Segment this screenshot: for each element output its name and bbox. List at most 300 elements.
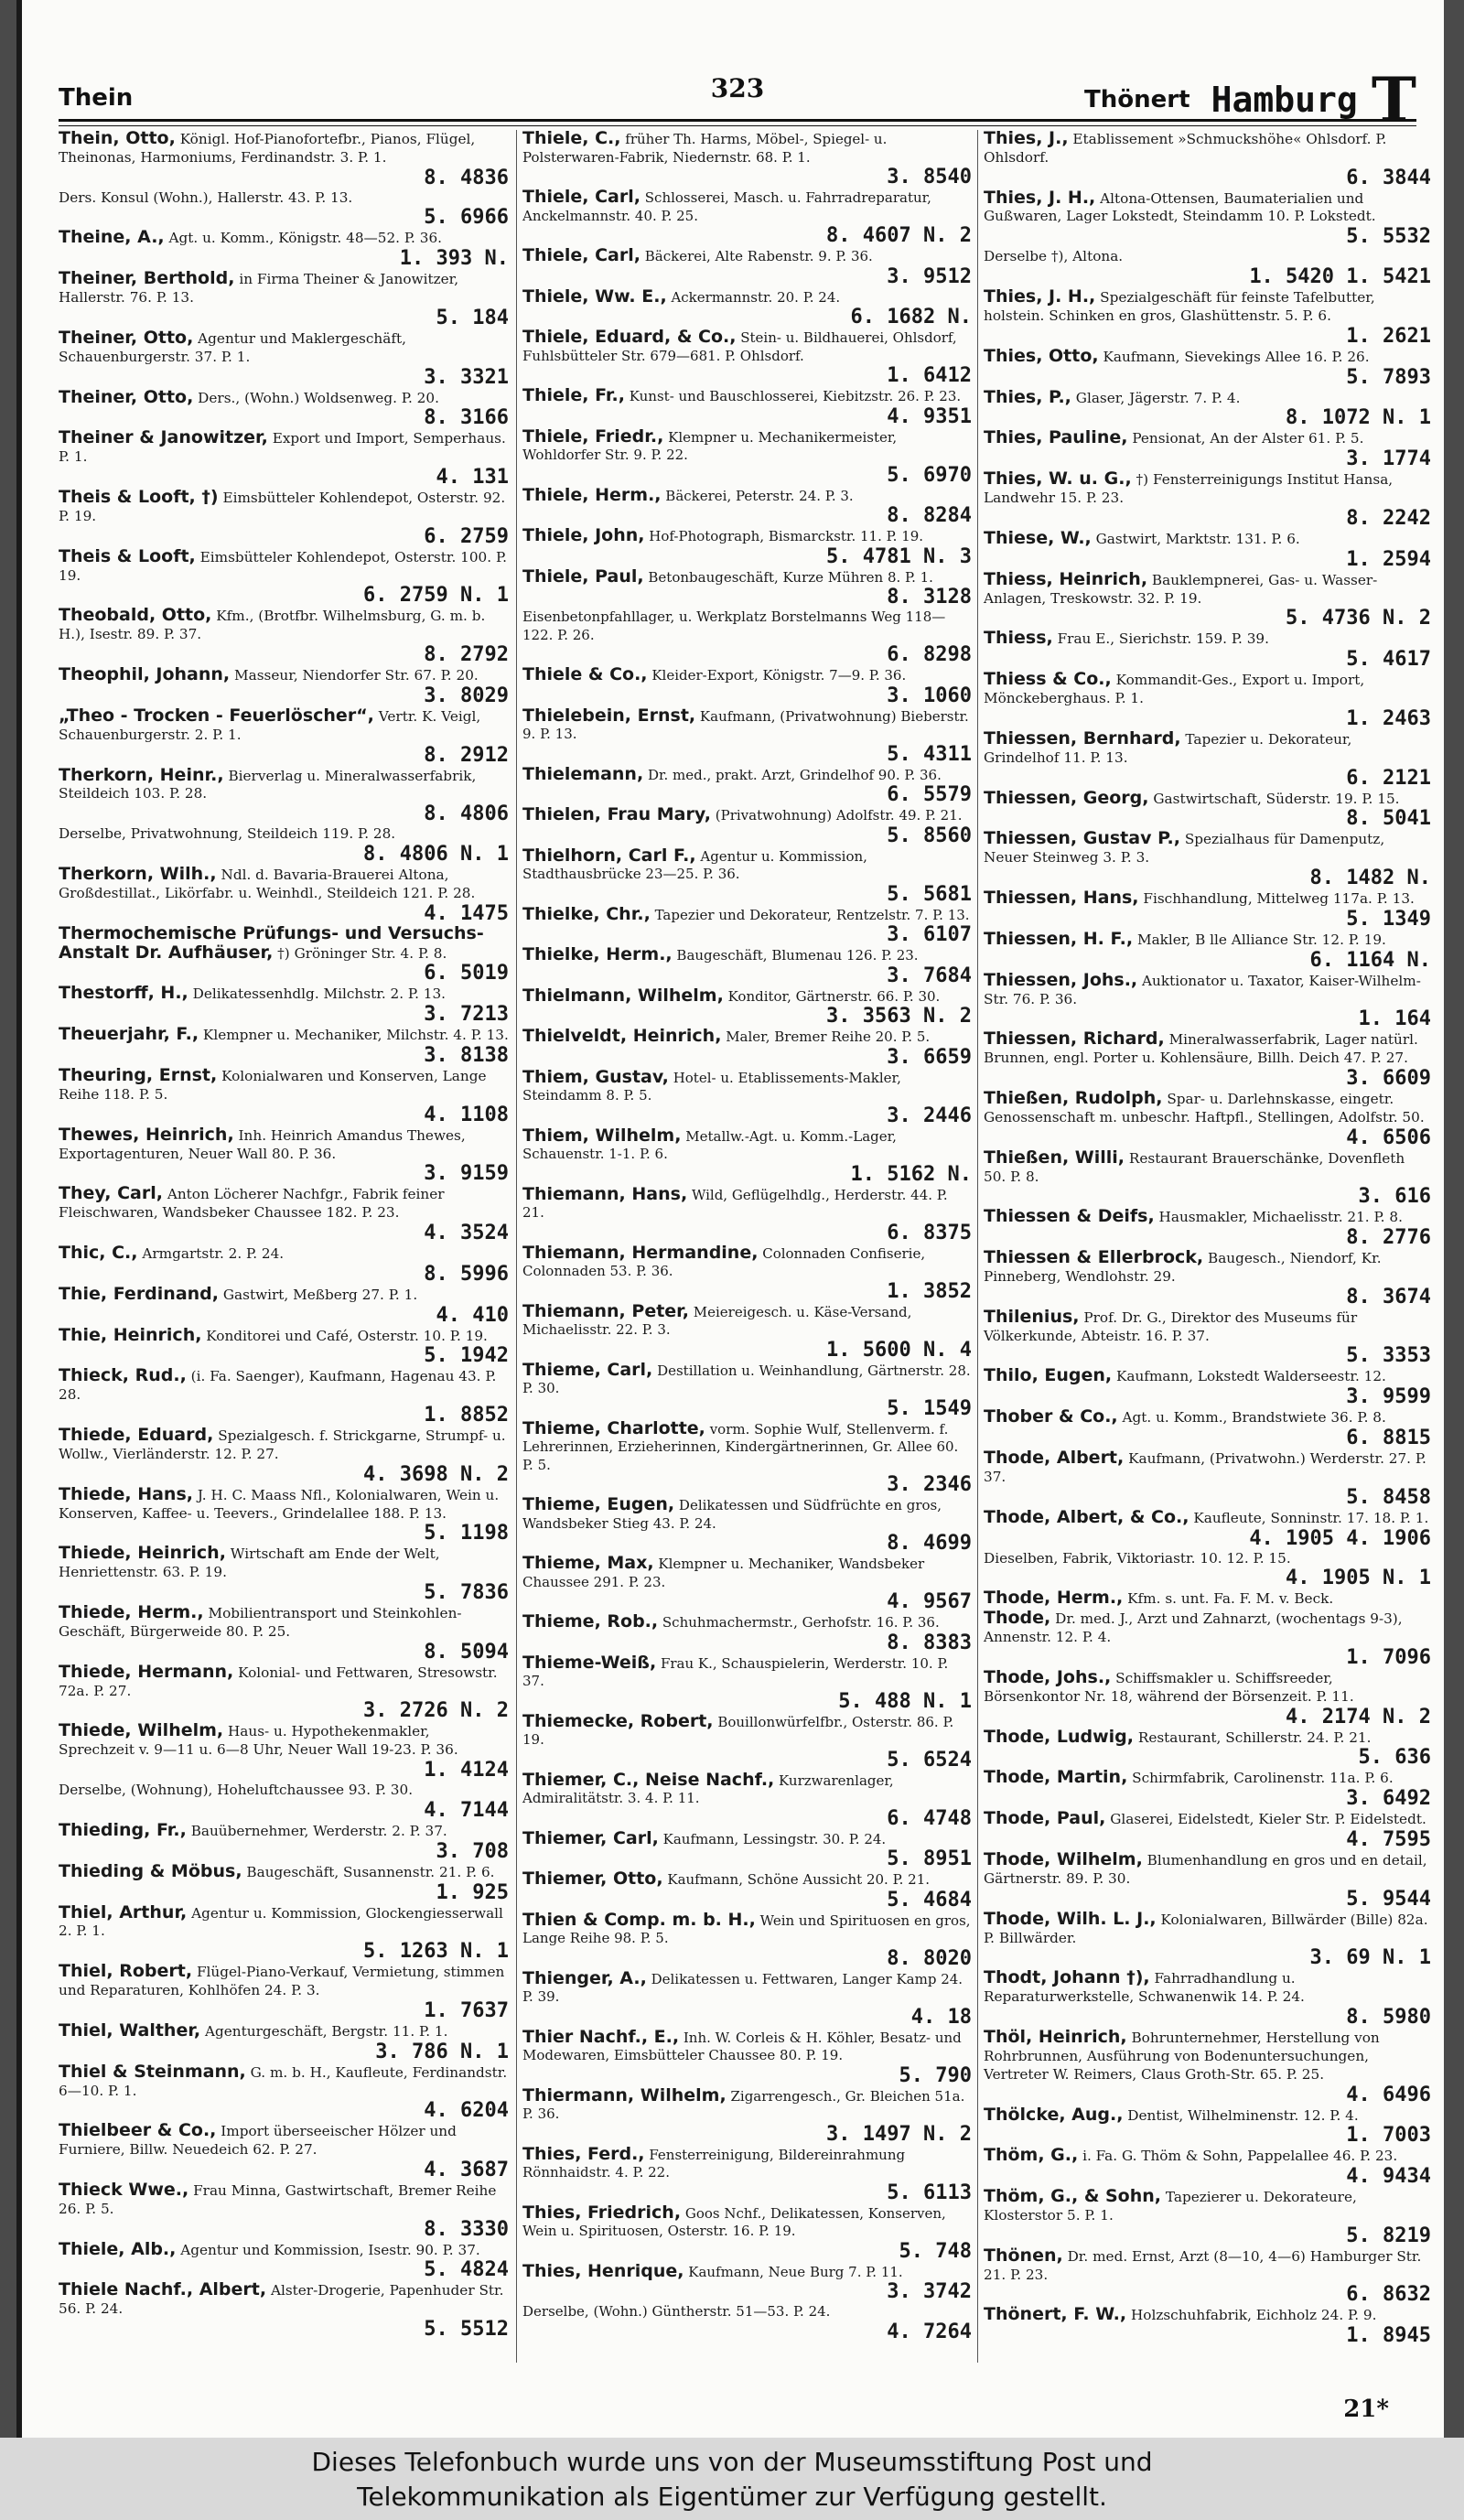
- directory-entry: [984, 1506, 1431, 1550]
- entry-text: Delikatessenhdlg. Milchstr. 2. P. 13.: [192, 985, 447, 1003]
- entry-text: Bauübernehmer, Werderstr. 2. P. 37.: [190, 1822, 447, 1839]
- entry-name: Thestorff, H.,: [59, 983, 188, 1004]
- directory-entry: [522, 247, 972, 287]
- entry-name: Thiel, Walther,: [59, 2019, 201, 2041]
- entry-name: Thiele, Friedr.,: [522, 425, 664, 447]
- entry-phone: 8. 8020: [887, 1946, 972, 1970]
- directory-entry: [59, 329, 509, 388]
- column-3: [977, 130, 1431, 2363]
- entry-text: Fahrradhandlung u. Reparaturwerkstelle, Schwanenwik 14. P. 24.: [984, 1970, 1305, 2006]
- directory-entry: [984, 1810, 1431, 1850]
- directory-entry: [984, 1610, 1431, 1668]
- entry-name: Thober & Co.,: [984, 1406, 1118, 1427]
- entry-phone: 3. 6609: [1346, 1067, 1431, 1091]
- entry-text: Kunst- und Bauschlosserei, Kiebitzstr. 26. P. 23.: [629, 388, 962, 404]
- footer-line-1: Dieses Telefonbuch wurde uns von der Museumsstiftung Post und: [311, 2447, 1153, 2477]
- directory-entry: [522, 425, 972, 487]
- entry-phone: 4. 2174 N. 2: [1286, 1705, 1431, 1728]
- entry-phone: 5. 6113: [887, 2181, 972, 2204]
- entry-name: Thöm, G.,: [984, 2145, 1079, 2166]
- directory-entry: [522, 2260, 972, 2303]
- directory-entry: [984, 1367, 1431, 1407]
- entry-phone: 5. 748: [899, 2239, 972, 2263]
- entry-name: Thode, Herm.,: [984, 1588, 1124, 1609]
- directory-entry: [59, 270, 509, 328]
- entry-text: Konditorei und Café, Osterstr. 10. P. 19.: [206, 1327, 488, 1344]
- entry-name: Thieme-Weiß,: [522, 1652, 657, 1673]
- entry-name: Thiemer, C., Neise Nachf.,: [522, 1769, 775, 1790]
- entry-phone: 5. 6970: [887, 463, 972, 487]
- directory-entry: [984, 830, 1431, 888]
- entry-text: Agt. u. Komm., Brandstwiete 36. P. 8.: [1122, 1409, 1386, 1427]
- footer-line-2: Telekommunikation als Eigentümer zur Verfügung gestellt.: [357, 2482, 1107, 2512]
- entry-phone: 5. 5681: [887, 882, 972, 906]
- entry-phone: 3. 9599: [1346, 1385, 1431, 1409]
- entry-name: Thielbeer & Co.,: [59, 2120, 217, 2141]
- entry-name: Thielhorn, Carl F.,: [522, 845, 696, 866]
- directory-entry: [59, 545, 509, 608]
- entry-phone: 1. 6412: [887, 364, 972, 387]
- entry-text: Agenturgeschäft, Bergstr. 11. P. 1.: [205, 2022, 448, 2040]
- entry-name: Thiele, Herm.,: [522, 484, 662, 505]
- entry-phone: 5. 9544: [1346, 1887, 1431, 1911]
- entry-phone: 3. 9159: [424, 1162, 509, 1186]
- entry-text: Derselbe, Privatwohnung, Steildeich 119. P. 28.: [59, 825, 396, 843]
- entry-text: Masseur, Niendorfer Str. 67. P. 20.: [234, 667, 479, 684]
- entry-text: Import überseeischer Hölzer und Furniere, Billw. Neuedeich 62. P. 27.: [59, 2123, 457, 2159]
- entry-phone: 1. 2463: [1346, 706, 1431, 730]
- directory-entry: [984, 470, 1431, 529]
- entry-name: Thiessen, Gustav P.,: [984, 828, 1180, 849]
- entry-text: Metallw.-Agt. u. Komm.-Lager, Schauenstr. 1-1. P. 6.: [522, 1127, 897, 1162]
- entry-text: Baugeschäft, Blumenau 126. P. 23.: [676, 947, 919, 964]
- entry-name: Thieck Wwe.,: [59, 2180, 189, 2200]
- directory-entry: [59, 1427, 509, 1485]
- directory-entry: [522, 666, 972, 706]
- entry-text: Inh. Heinrich Amandus Thewes, Exportagenturen, Neuer Wall 80. P. 36.: [59, 1126, 466, 1162]
- entry-phone: 4. 410: [436, 1303, 509, 1327]
- entry-phone: 8. 4806: [424, 802, 509, 826]
- entry-name: Thode, Wilhelm,: [984, 1849, 1143, 1870]
- directory-entry: [522, 1710, 972, 1772]
- entry-text: G. m. b. H., Kaufleute, Ferdinandstr. 6—10. P. 1.: [59, 2063, 508, 2099]
- directory-entry: [59, 985, 509, 1025]
- entry-text: Frau Minna, Gastwirtschaft, Bremer Reihe 26. P. 5.: [59, 2182, 497, 2217]
- entry-name: Thieme, Max,: [522, 1553, 654, 1573]
- entry-text: Wirtschaft am Ende der Welt, Henriettenstr. 63. P. 19.: [59, 1545, 440, 1581]
- entry-phone: 3. 1774: [1346, 447, 1431, 471]
- entry-name: Thiessen, Georg,: [984, 787, 1149, 808]
- directory-entry: [59, 2019, 509, 2063]
- entry-phone: 1. 2594: [1346, 547, 1431, 571]
- entry-name: Thiele, C.,: [522, 130, 621, 148]
- directory-entry: [522, 1127, 972, 1185]
- entry-text: Prof. Dr. G., Direktor des Museums für Völkerkunde, Abteistr. 16. P. 37.: [984, 1308, 1358, 1344]
- entry-name: Theiner, Berthold,: [59, 268, 235, 289]
- entry-text: Altona-Ottensen, Baumaterialien und Gußwaren, Lager Lokstedt, Steindamm 10. P. Lokstedt.: [984, 189, 1376, 225]
- directory-entry: [984, 1090, 1431, 1148]
- directory-entry: [59, 130, 509, 188]
- entry-name: Thie, Heinrich,: [59, 1324, 202, 1345]
- entry-name: Thielmann, Wilhelm,: [522, 985, 724, 1006]
- directory-entry: [59, 1367, 509, 1426]
- entry-phone: 5. 636: [1358, 1746, 1431, 1770]
- entry-text: Dentist, Wilhelminenstr. 12. P. 4.: [1127, 2106, 1359, 2124]
- directory-entry: [984, 1908, 1431, 1970]
- entry-text: Restaurant Brauerschänke, Dovenfleth 50. P. 8.: [984, 1149, 1405, 1185]
- entry-phone: 6. 8298: [887, 643, 972, 666]
- entry-name: Thies, W. u. G.,: [984, 468, 1132, 490]
- entry-text: Meiereigesch. u. Käse-Versand, Michaelisstr. 22. P. 3.: [522, 1303, 912, 1338]
- entry-name: Thiemann, Hans,: [522, 1183, 688, 1204]
- entry-text: Mineralwasserfabrik, Lager natürl. Brunnen, engl. Porter u. Kohlensäure, Billh. Deich 47. P. 27.: [984, 1031, 1418, 1067]
- entry-name: Thode, Albert, & Co.,: [984, 1506, 1190, 1527]
- directory-entry: [522, 188, 972, 246]
- entry-phone: 6. 2759: [424, 524, 509, 548]
- entry-phone: 4. 1475: [424, 901, 509, 925]
- entry-phone: 6. 1682 N.: [850, 306, 972, 328]
- directory-entry: [522, 1967, 972, 2029]
- entry-name: Therkorn, Wilh.,: [59, 864, 217, 885]
- entry-name: Thiele, Alb.,: [59, 2238, 177, 2259]
- entry-phone: 1. 5420 1. 5421: [1249, 265, 1431, 289]
- entry-text: Kaufmann, (Privatwohnung) Bieberstr. 9. P. 13.: [522, 707, 969, 742]
- entry-text: Eimsbütteler Kohlendepot, Osterstr. 92. P. 19.: [59, 490, 506, 524]
- entry-text: Schiffsmakler u. Schiffsreeder, Börsenkontor Nr. 18, während der Börsenzeit. P. 11.: [984, 1669, 1354, 1705]
- directory-entry: [59, 2281, 509, 2340]
- directory-entry: [522, 1066, 972, 1127]
- entry-phone: 8. 3674: [1346, 1285, 1431, 1308]
- entry-text: Fensterreinigung, Bildereinrahmung Rönnhaidstr. 4. P. 22.: [522, 2146, 906, 2181]
- entry-phone: 6. 3844: [1346, 166, 1431, 189]
- entry-phone: 4. 18: [910, 2005, 972, 2029]
- entry-phone: 3. 7684: [887, 964, 972, 987]
- entry-text: Hausmakler, Michaelisstr. 21. P. 8.: [1158, 1209, 1403, 1226]
- directory-entry: [522, 946, 972, 986]
- directory-entry: [984, 2306, 1431, 2346]
- entry-text: Agentur u. Kommission, Stadthausbrücke 23—25. P. 36.: [522, 847, 867, 882]
- entry-phone: 8. 3128: [887, 586, 972, 608]
- entry-name: Thiel, Arthur,: [59, 1901, 188, 1922]
- entry-text: Derselbe †), Altona.: [984, 248, 1124, 265]
- entry-text: Zigarrengesch., Gr. Bleichen 51a. P. 36.: [522, 2087, 965, 2122]
- entry-phone: 5. 8951: [887, 1847, 972, 1870]
- entry-text: Kaufleute, Sonninstr. 17. 18. P. 1.: [1193, 1509, 1429, 1526]
- entry-name: Thiessen, Johs.,: [984, 969, 1138, 990]
- entry-phone: 3. 3742: [887, 2280, 972, 2303]
- entry-phone: 4. 131: [436, 466, 509, 490]
- directory-entry: [984, 969, 1431, 1031]
- entry-text: Agentur und Kommission, Isestr. 90. P. 37.: [180, 2241, 480, 2258]
- entry-name: Theis & Looft,: [59, 545, 196, 566]
- entry-name: Thiemecke, Robert,: [522, 1710, 714, 1731]
- entry-text: Alster-Drogerie, Papenhuder Str. 56. P. 24.: [59, 2282, 504, 2318]
- entry-phone: 1. 8945: [1346, 2324, 1431, 2348]
- directory-entry: [522, 1359, 972, 1420]
- directory-entry: [984, 527, 1431, 571]
- directory-entry: [522, 1654, 972, 1712]
- entry-name: Thiemann, Hermandine,: [522, 1242, 759, 1263]
- entry-name: Thiele, Paul,: [522, 565, 644, 587]
- directory-entry: [59, 1283, 509, 1327]
- directory-entry: [522, 608, 972, 665]
- entry-phone: 5. 5512: [424, 2318, 509, 2342]
- directory-entry: [984, 1208, 1431, 1248]
- entry-text: Tapezierer u. Dekorateure, Klosterstor 5. P. 1.: [984, 2189, 1357, 2224]
- entry-phone: 1. 4124: [424, 1759, 509, 1782]
- directory-entry: [984, 2147, 1431, 2187]
- entry-phone: 3. 2346: [887, 1473, 972, 1496]
- entry-name: Thiessen & Deifs,: [984, 1206, 1155, 1227]
- entry-phone: 3. 2726 N. 2: [363, 1699, 509, 1723]
- entry-phone: 5. 1263 N. 1: [363, 1940, 509, 1964]
- entry-text: Eisenbetonpfahllager, u. Werkplatz Borstelmanns Weg 118—122. P. 26.: [522, 608, 946, 643]
- entry-phone: 8. 8284: [887, 504, 972, 527]
- entry-text: Kommandit-Ges., Export u. Import, Mönckeberghaus. P. 1.: [984, 672, 1365, 707]
- entry-name: Thöl, Heinrich,: [984, 2027, 1127, 2048]
- entry-phone: 5. 4311: [887, 742, 972, 766]
- header-city: Hamburg: [1211, 80, 1358, 120]
- entry-name: Thiele, Eduard, & Co.,: [522, 327, 737, 347]
- entry-name: Theuring, Ernst,: [59, 1065, 218, 1086]
- entry-text: i. Fa. G. Thöm & Sohn, Pappelallee 46. P. 23.: [1082, 2148, 1398, 2165]
- entry-name: „Theo - Trocken - Feuerlöscher“,: [59, 705, 374, 726]
- entry-text: Kaufmann, Lokstedt Walderseestr. 12.: [1116, 1368, 1386, 1385]
- entry-phone: 8. 2242: [1346, 506, 1431, 530]
- entry-name: Thienger, A.,: [522, 1967, 647, 1988]
- entry-name: Thiele & Co.,: [522, 664, 648, 684]
- entry-name: Thilo, Eugen,: [984, 1365, 1113, 1386]
- entry-name: Thein, Otto,: [59, 130, 176, 148]
- entry-phone: 1. 393 N.: [399, 247, 509, 271]
- entry-text: früher Th. Harms, Möbel-, Spiegel- u. Polsterwaren-Fabrik, Niedernstr. 68. P. 1.: [522, 131, 888, 166]
- directory-entry: [984, 671, 1431, 729]
- page-number: 323: [710, 73, 765, 103]
- directory-entry: [984, 288, 1431, 347]
- entry-phone: 5. 184: [436, 306, 509, 329]
- entry-name: Thiele, Carl,: [522, 245, 640, 265]
- entry-phone: 6. 8375: [887, 1221, 972, 1244]
- entry-phone: 3. 1497 N. 2: [826, 2122, 972, 2146]
- entry-phone: 1. 164: [1358, 1007, 1431, 1031]
- entry-text: Hof-Photograph, Bismarckstr. 11. P. 19.: [649, 528, 924, 544]
- entry-name: Thiese, W.,: [984, 527, 1092, 548]
- directory-entry: [522, 484, 972, 527]
- directory-entry: [984, 1308, 1431, 1367]
- directory-entry: [984, 889, 1431, 930]
- directory-entry: [984, 1969, 1431, 2028]
- entry-phone: 1. 3852: [887, 1279, 972, 1303]
- entry-text: Bierverlag u. Mineralwasserfabrik, Steildeich 103. P. 28.: [59, 767, 477, 802]
- directory-entry: [59, 1126, 509, 1185]
- directory-entry: [984, 345, 1431, 389]
- directory-entry: [522, 763, 972, 806]
- entry-phone: 1. 5600 N. 4: [826, 1338, 972, 1362]
- entry-text: Gastwirt, Meßberg 27. P. 1.: [222, 1286, 418, 1303]
- directory-entry: [984, 2106, 1431, 2147]
- entry-phone: 8. 5094: [424, 1640, 509, 1664]
- entry-name: Thiele, Ww. E.,: [522, 285, 667, 307]
- entry-text: Glaserei, Eidelstedt, Kieler Str. P. Eidelstedt.: [1110, 1811, 1426, 1828]
- directory-entry: [984, 1149, 1431, 1208]
- entry-name: Thielke, Chr.,: [522, 903, 651, 924]
- entry-text: Agentur und Maklergeschäft, Schauenburgerstr. 37. P. 1.: [59, 329, 406, 365]
- entry-phone: 4. 7144: [424, 1798, 509, 1822]
- entry-text: Gastwirtschaft, Süderstr. 19. P. 15.: [1153, 790, 1400, 807]
- entry-name: Thiede, Heinrich,: [59, 1543, 226, 1564]
- entry-name: Thiessen, Bernhard,: [984, 727, 1181, 748]
- directory-entry: [984, 630, 1431, 670]
- directory-entry: [522, 806, 972, 846]
- entry-text: Hotel- u. Etablissements-Makler, Steindamm 8. P. 5.: [522, 1069, 901, 1104]
- directory-entry: [522, 987, 972, 1028]
- directory-entry: [59, 866, 509, 924]
- entry-text: Schuhmachermstr., Gerhofstr. 16. P. 36.: [662, 1614, 940, 1631]
- entry-name: Thönen,: [984, 2245, 1063, 2266]
- entry-text: Agt. u. Komm., Königstr. 48—52. P. 36.: [168, 230, 442, 247]
- entry-phone: 4. 3687: [424, 2159, 509, 2181]
- entry-text: Dieselben, Fabrik, Viktoriastr. 10. 12. P. 15.: [984, 1549, 1291, 1567]
- entry-text: Etablissement »Schmuckshöhe« Ohlsdorf. P. Ohlsdorf.: [984, 131, 1387, 166]
- directory-entry: [59, 2238, 509, 2282]
- entry-text: Flügel-Piano-Verkauf, Vermietung, stimmen und Reparaturen, Kohlhöfen 24. P. 3.: [59, 1964, 505, 1999]
- entry-text: Bohrunternehmer, Herstellung von Rohrbrunnen, Ausführung von Bodenuntersuchungen, Vertreter W. Reimers, Claus Groth-Str. 65. P. 25.: [984, 2030, 1380, 2083]
- entry-phone: 6. 8815: [1346, 1427, 1431, 1450]
- directory-entry: [984, 248, 1431, 287]
- directory-entry: [984, 2188, 1431, 2246]
- directory-entry: [984, 928, 1431, 972]
- entry-phone: 5. 4736 N. 2: [1286, 607, 1431, 630]
- directory-entry: [984, 1728, 1431, 1769]
- directory-entry: [522, 1870, 972, 1911]
- directory-entry: [522, 387, 972, 427]
- entry-phone: 3. 9512: [887, 264, 972, 288]
- entry-phone: 1. 925: [436, 1880, 509, 1904]
- entry-phone: 5. 4684: [887, 1888, 972, 1912]
- entry-text: Spar- u. Darlehnskasse, eingetr. Genossenschaft m. unbeschr. Haftpfl., Stellingen, Adolfstr. 50.: [984, 1091, 1425, 1125]
- entry-name: Thiem, Gustav,: [522, 1066, 669, 1087]
- directory-entry: [522, 527, 972, 567]
- directory-entry: [522, 1028, 972, 1068]
- directory-entry: [522, 2084, 972, 2146]
- entry-name: Thies, J. H.,: [984, 187, 1096, 208]
- directory-entry: [522, 1909, 972, 1970]
- entry-name: Thieding, Fr.,: [59, 1819, 187, 1840]
- entry-name: Thien & Comp. m. b. H.,: [522, 1909, 756, 1930]
- directory-entry: [59, 1545, 509, 1603]
- entry-text: Kaufmann, Schöne Aussicht 20. P. 21.: [667, 1871, 931, 1888]
- entry-text: Glaser, Jägerstr. 7. P. 4.: [1075, 389, 1241, 406]
- entry-name: Thiess & Co.,: [984, 669, 1112, 690]
- entry-phone: 4. 9434: [1346, 2165, 1431, 2189]
- entry-phone: 8. 4699: [887, 1532, 972, 1555]
- entry-text: Goos Nchf., Delikatessen, Konserven, Wein u. Spirituosen, Osterstr. 16. P. 19.: [522, 2204, 946, 2239]
- directory-entry: [984, 1589, 1431, 1609]
- entry-phone: 8. 1072 N. 1: [1286, 406, 1431, 430]
- entry-phone: 8. 2792: [424, 643, 509, 667]
- entry-text: Agentur u. Kommission, Glockengiesserwall 2. P. 1.: [59, 1904, 503, 1940]
- directory-columns: [59, 130, 1431, 2363]
- entry-text: Gastwirt, Marktstr. 131. P. 6.: [1095, 530, 1300, 547]
- entry-name: Thies, Friedrich,: [522, 2202, 682, 2223]
- entry-phone: 1. 2621: [1346, 324, 1431, 348]
- entry-text: Mobilientransport und Steinkohlen-Geschäft, Bürgerweide 80. P. 25.: [59, 1605, 462, 1640]
- entry-text: Kaufmann, Sievekings Allee 16. P. 26.: [1103, 348, 1370, 365]
- entry-text: Dr. med. Ernst, Arzt (8—10, 4—6) Hamburger Str. 21. P. 23.: [984, 2247, 1422, 2283]
- entry-text: Makler, B lle Alliance Str. 12. P. 19.: [1136, 931, 1386, 948]
- directory-entry: [59, 1722, 509, 1781]
- entry-phone: 5. 1942: [424, 1344, 509, 1368]
- directory-entry: [59, 386, 509, 430]
- entry-name: Thiemer, Otto,: [522, 1868, 663, 1889]
- entry-phone: 5. 6524: [887, 1748, 972, 1772]
- entry-text: Fischhandlung, Mittelweg 117a. P. 13.: [1143, 890, 1415, 908]
- entry-name: Thiel, Robert,: [59, 1961, 193, 1982]
- entry-phone: 4. 1905 N. 1: [1286, 1567, 1431, 1590]
- entry-text: Restaurant, Schillerstr. 24. P. 21.: [1137, 1728, 1372, 1746]
- directory-entry: [522, 328, 972, 386]
- entry-name: Theis & Looft, †): [59, 487, 219, 508]
- directory-entry: [59, 1185, 509, 1244]
- entry-phone: 8. 4607 N. 2: [826, 224, 972, 247]
- directory-entry: [522, 1555, 972, 1612]
- entry-phone: 8. 2912: [424, 743, 509, 767]
- entry-text: Betonbaugeschäft, Kurze Mühren 8. P. 1.: [648, 568, 933, 586]
- entry-text: Kaufmann, (Privatwohn.) Werderstr. 27. P. 37.: [984, 1450, 1426, 1485]
- directory-entry: [59, 489, 509, 547]
- entry-text: Holzschuhfabrik, Eichholz 24. P. 9.: [1130, 2307, 1377, 2324]
- directory-entry: [59, 666, 509, 706]
- directory-entry: [59, 1026, 509, 1066]
- directory-entry: [59, 1604, 509, 1663]
- entry-name: Theuerjahr, F.,: [59, 1024, 199, 1045]
- directory-entry: [59, 1483, 509, 1545]
- directory-entry: [522, 2143, 972, 2204]
- entry-text: Armgartstr. 2. P. 24.: [142, 1244, 285, 1262]
- entry-name: Thies, J. H.,: [984, 286, 1096, 307]
- entry-text: Auktionator u. Taxator, Kaiser-Wilhelm-Str. 76. P. 36.: [984, 972, 1421, 1007]
- entry-name: Thielveldt, Heinrich,: [522, 1026, 722, 1046]
- directory-entry: [984, 1851, 1431, 1910]
- entry-phone: 4. 6506: [1346, 1125, 1431, 1149]
- entry-phone: 6. 2121: [1346, 766, 1431, 790]
- directory-entry: [522, 130, 972, 188]
- entry-phone: 8. 5980: [1346, 2006, 1431, 2030]
- directory-entry: [59, 825, 509, 865]
- entry-name: Thielemann,: [522, 763, 644, 784]
- entry-phone: 5. 3353: [1346, 1344, 1431, 1368]
- entry-phone: 8. 4836: [424, 166, 509, 189]
- entry-name: Thiessen & Ellerbrock,: [984, 1247, 1204, 1268]
- directory-entry: [59, 1860, 509, 1904]
- header-right-word: Thönert: [1084, 86, 1190, 113]
- directory-entry: [59, 1963, 509, 2021]
- entry-phone: 5. 4824: [424, 2258, 509, 2282]
- entry-phone: 4. 3524: [424, 1221, 509, 1244]
- entry-name: Thies, J.,: [984, 130, 1069, 148]
- entry-name: Thiel & Steinmann,: [59, 2061, 246, 2082]
- directory-entry: [984, 1666, 1431, 1728]
- entry-name: Thiede, Hans,: [59, 1483, 193, 1504]
- entry-name: Therkorn, Heinr.,: [59, 764, 224, 785]
- entry-name: Thode, Johs.,: [984, 1666, 1112, 1687]
- entry-name: Thode, Ludwig,: [984, 1726, 1134, 1747]
- entry-phone: 5. 7893: [1346, 365, 1431, 389]
- directory-entry: [984, 787, 1431, 831]
- directory-entry: [984, 429, 1431, 469]
- entry-text: Derselbe, (Wohnung), Hoheluftchaussee 93. P. 30.: [59, 1782, 414, 1799]
- entry-name: Thiessen, Richard,: [984, 1028, 1165, 1050]
